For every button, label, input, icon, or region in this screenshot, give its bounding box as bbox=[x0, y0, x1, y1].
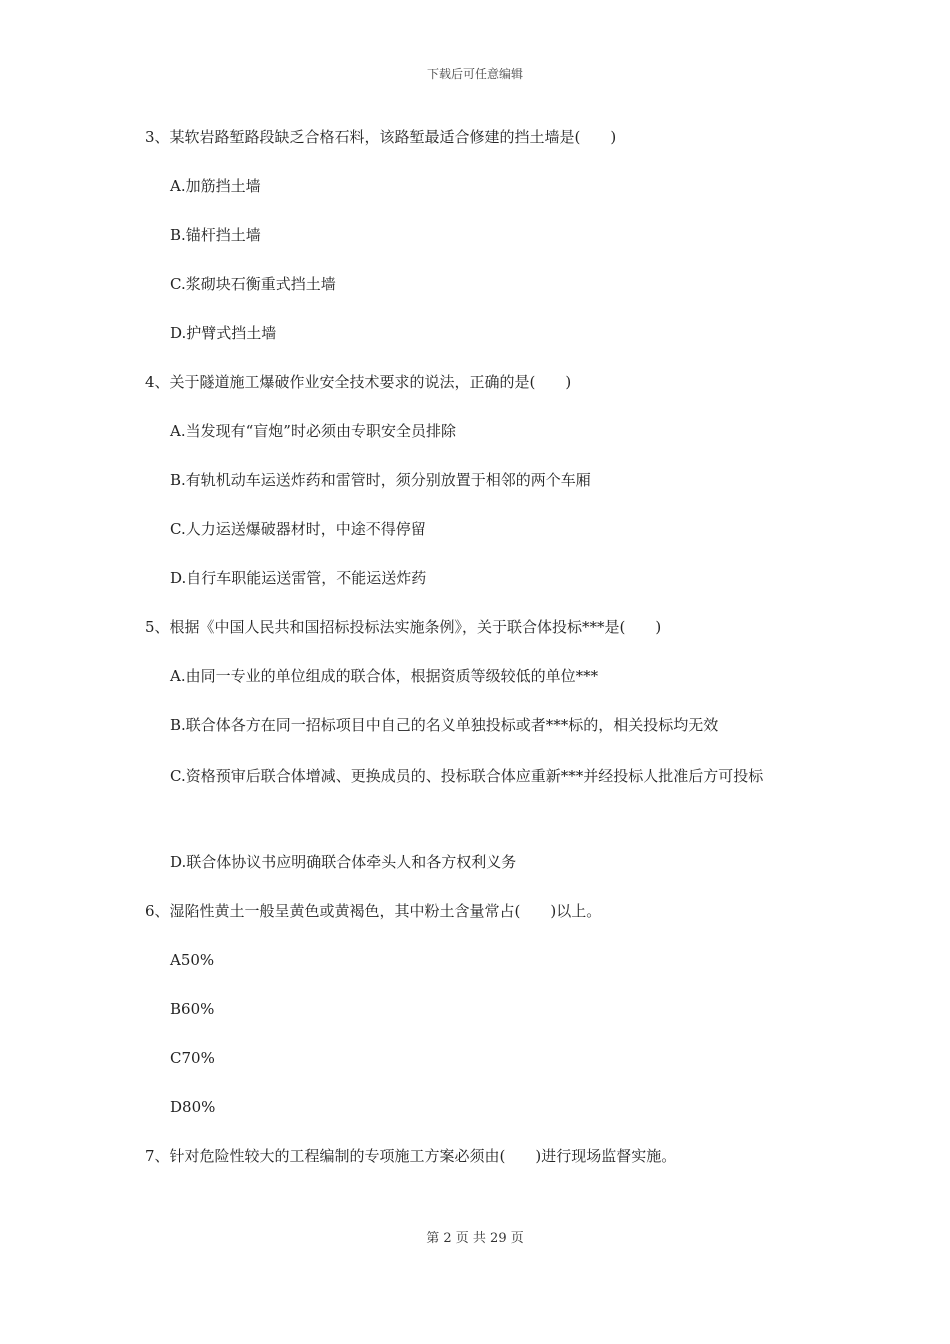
question-3-option-b: B.锚杆挡土墙 bbox=[170, 226, 261, 244]
question-7-stem: 7、针对危险性较大的工程编制的专项施工方案必须由( )进行现场监督实施。 bbox=[145, 1147, 677, 1165]
question-3-option-c: C.浆砌块石衡重式挡土墙 bbox=[170, 275, 336, 293]
question-6-stem: 6、湿陷性黄土一般呈黄色或黄褐色，其中粉土含量常占( )以上。 bbox=[145, 902, 602, 920]
question-4-option-c: C.人力运送爆破器材时，中途不得停留 bbox=[170, 520, 426, 538]
question-4-option-a: A.当发现有“盲炮”时必须由专职安全员排除 bbox=[170, 422, 456, 440]
question-6-option-a: A50% bbox=[170, 951, 215, 969]
question-4-option-b: B.有轨机动车运送炸药和雷管时，须分别放置于相邻的两个车厢 bbox=[170, 471, 591, 489]
question-3-option-d: D.护臂式挡土墙 bbox=[170, 324, 277, 342]
question-5-option-c: C.资格预审后联合体增减、更换成员的、投标联合体应重新***并经投标人批准后方可投标 bbox=[170, 767, 764, 785]
question-5-option-d: D.联合体协议书应明确联合体牵头人和各方权利义务 bbox=[170, 853, 517, 871]
question-6-option-d: D80% bbox=[170, 1098, 216, 1116]
page-footer: 第 2 页 共 29 页 bbox=[426, 1231, 524, 1246]
question-4-stem: 4、关于隧道施工爆破作业安全技术要求的说法，正确的是( ) bbox=[145, 373, 572, 391]
question-3-stem: 3、某软岩路堑路段缺乏合格石料，该路堑最适合修建的挡土墙是( ) bbox=[145, 128, 617, 146]
question-6-option-c: C70% bbox=[170, 1049, 215, 1067]
question-5-stem: 5、根据《中国人民共和国招标投标法实施条例》，关于联合体投标***是( ) bbox=[145, 618, 662, 636]
question-3-option-a: A.加筋挡土墙 bbox=[170, 177, 261, 195]
question-6-option-b: B60% bbox=[170, 1000, 215, 1018]
question-5-option-a: A.由同一专业的单位组成的联合体，根据资质等级较低的单位*** bbox=[170, 667, 599, 685]
question-5-option-b: B.联合体各方在同一招标项目中自己的名义单独投标或者***标的，相关投标均无效 bbox=[170, 716, 719, 734]
question-4-option-d: D.自行车职能运送雷管，不能运送炸药 bbox=[170, 569, 427, 587]
page-header: 下载后可任意编辑 bbox=[426, 67, 523, 81]
